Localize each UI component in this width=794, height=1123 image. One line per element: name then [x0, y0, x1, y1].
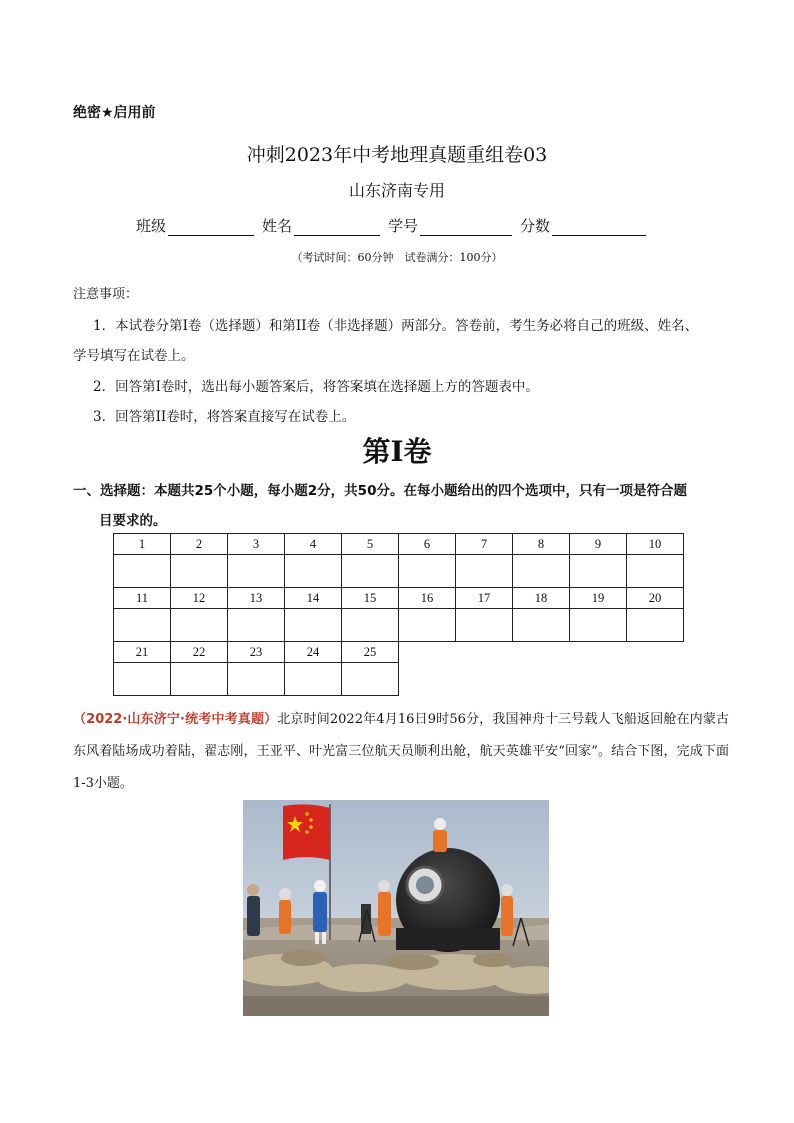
empty-cell: [570, 642, 627, 663]
field-student-id[interactable]: [388, 215, 512, 236]
answer-cell[interactable]: [627, 609, 684, 642]
empty-cell: [456, 642, 513, 663]
empty-cell: [399, 663, 456, 696]
passage-text: 北京时间2022年4月16日9时56分，我国神舟十三号载人飞船返回舱在内蒙古东风着陆场成功着陆，翟志刚，王亚平、叶光富三位航天员顺利出舱，航天英雄平安“回家”。结合下图，完成下面1-3小题。: [73, 712, 729, 791]
passage-source: （2022·山东济宁·统考中考真题）: [73, 712, 278, 727]
q-number: 1: [114, 534, 171, 555]
field-student-id-label: 学号: [388, 217, 419, 235]
exam-subtitle: 山东济南专用: [348, 181, 445, 200]
answer-cell[interactable]: [114, 609, 171, 642]
field-class[interactable]: [136, 215, 254, 236]
q-number: 17: [456, 588, 513, 609]
q-number: 22: [171, 642, 228, 663]
field-name-line[interactable]: [294, 219, 380, 236]
answer-cell[interactable]: [513, 555, 570, 588]
empty-cell: [570, 663, 627, 696]
q-number: 9: [570, 534, 627, 555]
q-number: 7: [456, 534, 513, 555]
answer-blank-row-2: [114, 609, 684, 642]
q-number: 11: [114, 588, 171, 609]
field-name-label: 姓名: [262, 217, 293, 235]
answer-cell[interactable]: [114, 555, 171, 588]
note-item-2: 2．回答第I卷时，选出每小题答案后，将答案填在选择题上方的答题表中。: [93, 379, 539, 395]
field-score-line[interactable]: [552, 219, 646, 236]
q-number: 19: [570, 588, 627, 609]
landing-photo-icon: [243, 800, 549, 1016]
q-number: 24: [285, 642, 342, 663]
answer-cell[interactable]: [456, 555, 513, 588]
q-number: 5: [342, 534, 399, 555]
q-number: 23: [228, 642, 285, 663]
answer-cell[interactable]: [570, 609, 627, 642]
q-number: 14: [285, 588, 342, 609]
q-number: 18: [513, 588, 570, 609]
note-item-3: 3．回答第II卷时，将答案直接写在试卷上。: [93, 409, 356, 425]
field-score-label: 分数: [520, 217, 551, 235]
secret-label: 绝密★启用前: [73, 105, 156, 121]
answer-cell[interactable]: [399, 555, 456, 588]
answer-cell[interactable]: [228, 555, 285, 588]
q-number: 10: [627, 534, 684, 555]
question-passage: [73, 704, 729, 800]
exam-info: （考试时间：60分钟 试卷满分：100分）: [291, 251, 503, 264]
section-intro: 一、选择题：本题共25个小题，每小题2分，共50分。在每小题给出的四个选项中，只有一项是符合题: [73, 483, 687, 499]
answer-cell[interactable]: [171, 609, 228, 642]
q-number: 2: [171, 534, 228, 555]
q-number: 21: [114, 642, 171, 663]
empty-cell: [399, 642, 456, 663]
answer-cell[interactable]: [285, 663, 342, 696]
answer-table: [113, 533, 684, 696]
answer-cell[interactable]: [342, 609, 399, 642]
answer-cell[interactable]: [171, 663, 228, 696]
answer-cell[interactable]: [114, 663, 171, 696]
empty-cell: [513, 642, 570, 663]
q-number: 16: [399, 588, 456, 609]
q-number: 12: [171, 588, 228, 609]
answer-cell[interactable]: [285, 555, 342, 588]
field-class-label: 班级: [136, 217, 167, 235]
answer-blank-row-1: [114, 555, 684, 588]
q-number: 15: [342, 588, 399, 609]
answer-cell[interactable]: [228, 663, 285, 696]
answer-cell[interactable]: [228, 609, 285, 642]
answer-cell[interactable]: [399, 609, 456, 642]
empty-cell: [627, 663, 684, 696]
empty-cell: [627, 642, 684, 663]
q-number: 13: [228, 588, 285, 609]
q-number: 4: [285, 534, 342, 555]
empty-cell: [513, 663, 570, 696]
answer-cell[interactable]: [171, 555, 228, 588]
empty-cell: [456, 663, 513, 696]
answer-number-row-3: [114, 642, 684, 663]
student-info-fields: [136, 215, 646, 236]
part-title: 第I卷: [362, 435, 432, 468]
answer-cell[interactable]: [342, 663, 399, 696]
field-student-id-line[interactable]: [420, 219, 512, 236]
section-intro-cont: 目要求的。: [99, 513, 167, 529]
field-class-line[interactable]: [168, 219, 254, 236]
q-number: 20: [627, 588, 684, 609]
answer-cell[interactable]: [456, 609, 513, 642]
answer-cell[interactable]: [570, 555, 627, 588]
field-score[interactable]: [520, 215, 646, 236]
exam-title: 冲刺2023年中考地理真题重组卷03: [246, 144, 548, 166]
answer-cell[interactable]: [285, 609, 342, 642]
q-number: 3: [228, 534, 285, 555]
q-number: 25: [342, 642, 399, 663]
note-item-1-cont: 学号填写在试卷上。: [73, 348, 195, 364]
answer-number-row-2: [114, 588, 684, 609]
answer-blank-row-3: [114, 663, 684, 696]
q-number: 8: [513, 534, 570, 555]
field-name[interactable]: [262, 215, 380, 236]
answer-number-row-1: [114, 534, 684, 555]
note-item-1: 1．本试卷分第I卷（选择题）和第II卷（非选择题）两部分。答卷前，考生务必将自己的班级、姓名、: [93, 318, 699, 334]
answer-cell[interactable]: [627, 555, 684, 588]
q-number: 6: [399, 534, 456, 555]
answer-cell[interactable]: [513, 609, 570, 642]
notes-heading: 注意事项：: [73, 287, 139, 302]
answer-cell[interactable]: [342, 555, 399, 588]
